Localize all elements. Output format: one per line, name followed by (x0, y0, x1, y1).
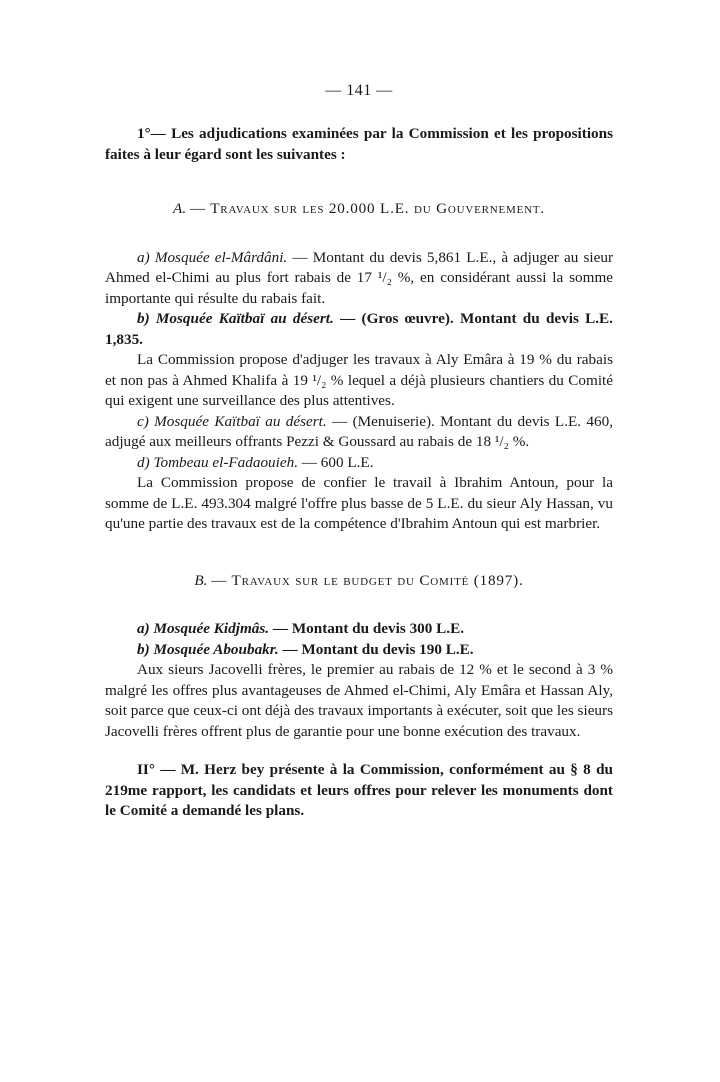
item-b-a-text: — Montant du devis 300 L.E. (269, 620, 465, 637)
item-a-mardani (105, 248, 613, 310)
document-page (105, 82, 613, 822)
item-b-b-text: — Montant du devis 190 L.E. (278, 640, 474, 658)
closing-paragraph: II° — M. Herz bey présente à la Commission, conformément au § 8 du 219me rapport, les candidats et leurs offres pour relever les monuments dont le Comité a demandé les plans. (105, 761, 613, 819)
item-b-a-label: a) Mosquée Kidjmâs. (137, 620, 270, 637)
item-a-label: a) Mosquée el-Mârdâni. (137, 248, 288, 266)
section-b-heading (105, 571, 613, 592)
item-a-text: — Montant du devis 5,861 L.E., à adjuger au sieur Ahmed el-Chimi au plus fort rabais de 17 ¹/₂ %, en considérant aussi la somme importante qui résulte du rabais fait. (105, 248, 614, 307)
item-c-kaitbai (105, 412, 613, 453)
item-d-fadaouieh (105, 453, 613, 474)
section-a-letter: A. (173, 200, 187, 217)
item-b-b-aboubakr (105, 640, 613, 661)
section-b-title: — Travaux sur le budget du Comité (1897). (211, 571, 524, 589)
item-b-paragraph: La Commission propose d'adjuger les travaux à Aly Emâra à 19 % du rabais et non pas à Ahmed Khalifa à 19 ¹/₂ % lequel a déjà plusieurs chantiers du Comité qui exigent une surveillance des plus attentives. (105, 351, 613, 409)
item-b-b-label: b) Mosquée Aboubakr. (137, 640, 279, 658)
item-d-text: — 600 L.E. (298, 453, 374, 471)
item-d-paragraph: La Commission propose de confier le travail à Ibrahim Antoun, pour la somme de L.E. 493.304 malgré l'offre plus basse de 5 L.E. du sieur Aly Hassan, vu qu'une partie des travaux est de la compétence d'Ibrahim Antoun qui est marbrier. (105, 474, 613, 532)
item-b-text: — (Gros œuvre). Montant du devis L.E. 1,835. (105, 310, 613, 348)
page-number: — 141 — (325, 82, 393, 99)
item-d-label: d) Tombeau el-Fadaouieh. (137, 453, 298, 471)
item-b-label: b) Mosquée Kaïtbaï au désert. (137, 310, 334, 327)
item-b-a-kidjmas (105, 619, 613, 640)
section-a-heading (105, 199, 613, 220)
section-b-letter: B. (194, 571, 208, 589)
section-a-title: — Travaux sur les 20.000 L.E. du Gouvernement. (189, 200, 545, 217)
item-c-label: c) Mosquée Kaïtbaï au désert. (137, 412, 327, 430)
item-b-kaitbai (105, 309, 613, 350)
intro-paragraph: 1°— Les adjudications examinées par la Commission et les propositions faites à leur égard sont les suivantes : (105, 125, 613, 163)
item-c-text: — (Menuiserie). Montant du devis L.E. 460, adjugé aux meilleurs offrants Pezzi & Goussard au rabais de 18 ¹/₂ %. (105, 412, 614, 450)
section-b-paragraph: Aux sieurs Jacovelli frères, le premier au rabais de 12 % et le second à 3 % malgré les offres plus avantageuses de Ahmed el-Chimi, Aly Emâra et Hassan Aly, soit parce que ceux-ci ont déjà des travaux importants à exécuter, soit que les sieurs Jacovelli frères offrent plus de garantie pour une bonne exécution des travaux. (105, 661, 613, 740)
